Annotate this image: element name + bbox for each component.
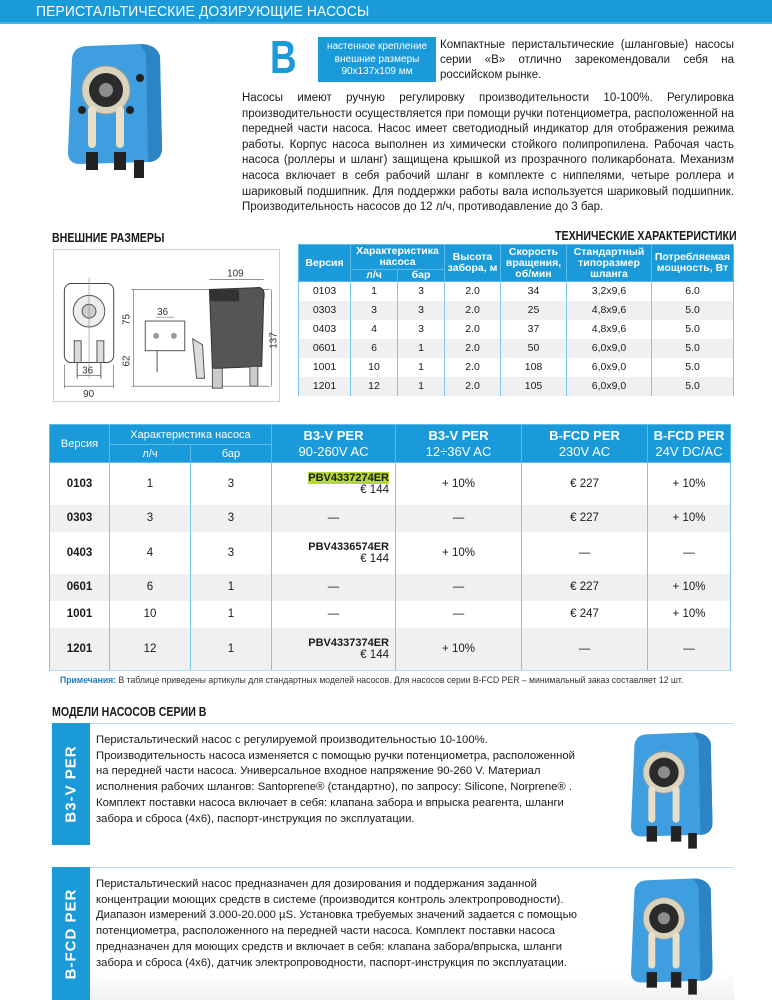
cell-hose: 6,0x9,0 bbox=[567, 358, 652, 377]
cell-bar: 1 bbox=[398, 377, 445, 396]
article-code: PBV4336574ER bbox=[308, 540, 389, 553]
cell-lph: 4 bbox=[110, 532, 191, 574]
model-description bbox=[96, 733, 606, 827]
cell-b3v-12: — bbox=[396, 601, 522, 628]
pump-product-image bbox=[620, 875, 720, 1000]
series-description: Насосы имеют ручную регулировку производительности 10-100%. Регулировка производительности осуществляется при помощи ручки потенциометра, расположенной на передней части насоса. Насос имеет светодиодный индикатор для отображения режима работы. Корпус насоса выполнен из химически стойкого полипропилена. Рабочая часть насоса (роллеры и шланг) защищена крышкой из прозрачного поликарбоната. Механизм насоса включает в себя рабочий шланг в комплекте с ниппелями, четыре роллера и шариковый подшипник. Для поддержки работы вала используется шариковый подшипник. Производительность насосов до 12 л/ч, противодавление до 3 бар. bbox=[242, 92, 734, 214]
cell-hose: 4,8x9,6 bbox=[567, 301, 652, 320]
col-hose: Стандартный типоразмер шланга bbox=[567, 245, 652, 282]
model-card-bfcd bbox=[52, 867, 734, 1000]
cell-version: 0103 bbox=[50, 463, 110, 505]
cell-bar: 3 bbox=[191, 532, 272, 574]
table-row bbox=[299, 358, 734, 377]
col-power: Потребляемая мощность, Вт bbox=[652, 245, 734, 282]
cell-power: 5.0 bbox=[652, 358, 734, 377]
cell-bar: 3 bbox=[398, 320, 445, 339]
cell-b3v-12: — bbox=[396, 574, 522, 601]
cell-bfcd-230: € 227 bbox=[522, 505, 648, 532]
dimension-diagram bbox=[54, 250, 279, 401]
text-line: Перистальтический насос предназначен для дозирования и поддержания заданной bbox=[96, 878, 537, 890]
model-name: B-FCD PER bbox=[549, 427, 620, 443]
model-voltage: 90-260V AC bbox=[298, 443, 369, 459]
table-row bbox=[50, 505, 731, 532]
model-tab-label: B-FCD PER bbox=[62, 888, 80, 979]
note-text: В таблице приведены артикулы для стандартных моделей насосов. Для насосов серии B-FCD PER – минимальный заказ составляет 12 шт. bbox=[116, 675, 684, 685]
cell-bfcd-230: € 227 bbox=[522, 574, 648, 601]
cell-hose: 6,0x9,0 bbox=[567, 377, 652, 396]
article-number bbox=[272, 637, 395, 649]
cell-bar: 1 bbox=[191, 574, 272, 601]
cell-suction: 2.0 bbox=[445, 282, 501, 301]
cell-suction: 2.0 bbox=[445, 339, 501, 358]
price-table bbox=[49, 424, 731, 670]
table-row bbox=[50, 628, 731, 670]
col-lph: л/ч bbox=[351, 270, 398, 282]
model-card-b3v bbox=[52, 723, 734, 845]
cell-bar: 3 bbox=[398, 301, 445, 320]
pump-product-image bbox=[620, 729, 720, 859]
text-line: забора и сброса (4x6), датчик электропроводности, паспорт-инструкция по эксплуатации. bbox=[96, 956, 567, 969]
cell-speed: 50 bbox=[501, 339, 567, 358]
cell-lph: 1 bbox=[110, 463, 191, 505]
col-bar: бар bbox=[398, 270, 445, 282]
col-version: Версия bbox=[299, 245, 351, 282]
cell-speed: 37 bbox=[501, 320, 567, 339]
cell-version: 0601 bbox=[299, 339, 351, 358]
text-line: Комплект поставки насоса включает в себя: клапана забора и впрыска реагента, шланги bbox=[96, 796, 564, 809]
cell-version: 0403 bbox=[50, 532, 110, 574]
price: € 144 bbox=[360, 648, 389, 661]
cell-bfcd-230: — bbox=[522, 532, 648, 574]
table-row bbox=[50, 463, 731, 505]
tech-specs-title: ТЕХНИЧЕСКИЕ ХАРАКТЕРИСТИКИ bbox=[555, 229, 737, 243]
model-name: B-FCD PER bbox=[653, 427, 725, 443]
cell-b3v-12: + 10% bbox=[396, 532, 522, 574]
cell-b3v-12: + 10% bbox=[396, 628, 522, 670]
col-pump-char: Характеристика насоса bbox=[351, 245, 445, 270]
cell-version: 1001 bbox=[299, 358, 351, 377]
series-letter: B bbox=[270, 31, 297, 83]
cell-bar: 1 bbox=[398, 339, 445, 358]
col-suction: Высота забора, м bbox=[445, 245, 501, 282]
cell-version: 0601 bbox=[50, 574, 110, 601]
cell-b3v-230: — bbox=[272, 574, 396, 601]
cell-version: 0303 bbox=[50, 505, 110, 532]
model-name: B3-V PER bbox=[428, 427, 489, 443]
dim-lower: 62 bbox=[121, 355, 133, 367]
cell-speed: 34 bbox=[501, 282, 567, 301]
table-note bbox=[60, 675, 683, 685]
model-voltage: 12÷36V AC bbox=[425, 443, 492, 459]
cell-b3v-230 bbox=[272, 463, 396, 505]
cell-power: 5.0 bbox=[652, 339, 734, 358]
cell-bfcd-230: € 227 bbox=[522, 463, 648, 505]
text-line: на передней части насоса. Универсальное входное напряжение 90-260 V. Материал bbox=[96, 765, 541, 778]
cell-speed: 105 bbox=[501, 377, 567, 396]
dimensions-drawing bbox=[53, 249, 280, 402]
text-line: Производительность насоса изменяется с помощью ручки потенциометра, расположенной bbox=[96, 749, 575, 762]
cell-power: 5.0 bbox=[652, 377, 734, 396]
cell-power: 6.0 bbox=[652, 282, 734, 301]
cell-version: 1201 bbox=[50, 628, 110, 670]
text-line: забора и сброса (4x6), паспорт-инструкция по эксплуатации. bbox=[96, 812, 415, 825]
cell-bfcd-230: — bbox=[522, 628, 648, 670]
table-row bbox=[50, 532, 731, 574]
col-lph: л/ч bbox=[110, 445, 191, 463]
cell-bfcd-24: — bbox=[648, 628, 731, 670]
cell-bfcd-24: — bbox=[648, 532, 731, 574]
cell-b3v-12: — bbox=[396, 505, 522, 532]
table-row bbox=[299, 282, 734, 301]
cell-lph: 3 bbox=[351, 301, 398, 320]
dim-height: 137 bbox=[268, 332, 279, 349]
model-description bbox=[96, 877, 606, 971]
cell-version: 0103 bbox=[299, 282, 351, 301]
cell-version: 0403 bbox=[299, 320, 351, 339]
table-row bbox=[50, 601, 731, 628]
cell-bfcd-24: + 10% bbox=[648, 574, 731, 601]
cell-hose: 6,0x9,0 bbox=[567, 339, 652, 358]
text-line: концентрации моющих средств в системе (производится контроль электропроводности). bbox=[96, 893, 564, 906]
model-tab bbox=[52, 723, 90, 845]
cell-lph: 1 bbox=[351, 282, 398, 301]
col-bar: бар bbox=[191, 445, 272, 463]
cell-suction: 2.0 bbox=[445, 320, 501, 339]
cell-version: 1201 bbox=[299, 377, 351, 396]
cell-b3v-230: — bbox=[272, 601, 396, 628]
cell-bar: 3 bbox=[398, 282, 445, 301]
cell-hose: 4,8x9,6 bbox=[567, 320, 652, 339]
cell-b3v-230 bbox=[272, 532, 396, 574]
cell-bar: 3 bbox=[191, 505, 272, 532]
model-voltage: 230V AC bbox=[558, 443, 611, 459]
cell-b3v-230: — bbox=[272, 505, 396, 532]
text-line: Диапазон измерений 3.000-20.000 µS. Установка требуемых значений задается с помощью bbox=[96, 909, 577, 922]
dim-upper: 75 bbox=[121, 314, 133, 326]
cell-bfcd-24: + 10% bbox=[648, 463, 731, 505]
cell-suction: 2.0 bbox=[445, 358, 501, 377]
model-name: B3-V PER bbox=[303, 427, 364, 443]
cell-bfcd-24: + 10% bbox=[648, 601, 731, 628]
col-model-b3v-230 bbox=[272, 425, 396, 463]
tech-specs-table bbox=[298, 244, 734, 396]
col-speed: Скорость вращения, об/мин bbox=[501, 245, 567, 282]
dim-nozzle-spacing: 36 bbox=[82, 365, 94, 377]
mount-line: внешние размеры bbox=[334, 53, 420, 65]
mount-info-box bbox=[318, 37, 436, 82]
cell-b3v-230 bbox=[272, 628, 396, 670]
cell-lph: 4 bbox=[351, 320, 398, 339]
cell-suction: 2.0 bbox=[445, 301, 501, 320]
model-tab bbox=[52, 867, 90, 1000]
article-number bbox=[272, 541, 395, 553]
cell-speed: 25 bbox=[501, 301, 567, 320]
cell-lph: 6 bbox=[110, 574, 191, 601]
table-row bbox=[299, 301, 734, 320]
pump-product-image bbox=[58, 40, 168, 190]
divider bbox=[90, 867, 734, 868]
cell-lph: 10 bbox=[110, 601, 191, 628]
cell-lph: 12 bbox=[351, 377, 398, 396]
cell-bfcd-24: + 10% bbox=[648, 505, 731, 532]
series-intro: Компактные перистальтические (шланговые) насосы серии «В» отлично зарекомендовали себя на российском рынке. bbox=[440, 39, 734, 81]
col-model-bfcd-230 bbox=[522, 425, 648, 463]
text-line: Перистальтический насос с регулируемой производительностью 10-100%. bbox=[96, 734, 488, 746]
dimensions-title: ВНЕШНИЕ РАЗМЕРЫ bbox=[52, 231, 165, 245]
cell-lph: 3 bbox=[110, 505, 191, 532]
dim-width-front: 90 bbox=[83, 389, 95, 401]
table-row bbox=[50, 574, 731, 601]
table-row bbox=[299, 320, 734, 339]
page-title: ПЕРИСТАЛЬТИЧЕСКИЕ ДОЗИРУЮЩИЕ НАСОСЫ bbox=[36, 3, 370, 20]
cell-speed: 108 bbox=[501, 358, 567, 377]
dim-bracket-spacing: 36 bbox=[157, 307, 169, 319]
text-line: потенциометра, расположенного на передней части насоса. Комплект поставки насоса bbox=[96, 925, 556, 938]
text-line: исполнения рабочих шлангов: Santoprene® (стандартно), по запросу: Silicone, Norprene® . bbox=[96, 781, 572, 794]
cell-bfcd-230: € 247 bbox=[522, 601, 648, 628]
col-model-bfcd-24 bbox=[648, 425, 731, 463]
model-voltage: 24V DC/AC bbox=[655, 443, 723, 459]
cell-suction: 2.0 bbox=[445, 377, 501, 396]
cell-bar: 1 bbox=[191, 601, 272, 628]
col-version: Версия bbox=[50, 425, 110, 463]
model-tab-label: B3-V PER bbox=[62, 745, 80, 823]
cell-power: 5.0 bbox=[652, 301, 734, 320]
cell-bar: 3 bbox=[191, 463, 272, 505]
article-number bbox=[272, 472, 395, 484]
price: € 144 bbox=[360, 483, 389, 496]
divider bbox=[49, 670, 733, 671]
article-code: PBV4337374ER bbox=[308, 636, 389, 649]
cell-lph: 10 bbox=[351, 358, 398, 377]
cell-power: 5.0 bbox=[652, 320, 734, 339]
price: € 144 bbox=[360, 552, 389, 565]
cell-bar: 1 bbox=[191, 628, 272, 670]
divider bbox=[90, 723, 734, 724]
cell-b3v-12: + 10% bbox=[396, 463, 522, 505]
cell-bar: 1 bbox=[398, 358, 445, 377]
mount-line: настенное крепление bbox=[326, 41, 428, 52]
cell-lph: 6 bbox=[351, 339, 398, 358]
dim-depth: 109 bbox=[227, 268, 244, 280]
mount-line: 90x137x109 мм bbox=[341, 66, 413, 77]
col-model-b3v-12 bbox=[396, 425, 522, 463]
note-label: Примечания: bbox=[60, 675, 117, 685]
article-code: PBV4337274ER bbox=[308, 471, 389, 484]
cell-hose: 3,2x9,6 bbox=[567, 282, 652, 301]
table-row bbox=[299, 377, 734, 396]
col-pump-char: Характеристика насоса bbox=[110, 425, 272, 445]
text-line: предназначен для моющих средств и включает в себя: клапана забора/впрыска, шланги bbox=[96, 940, 563, 953]
models-title: МОДЕЛИ НАСОСОВ СЕРИИ В bbox=[52, 705, 207, 719]
cell-version: 0303 bbox=[299, 301, 351, 320]
cell-version: 1001 bbox=[50, 601, 110, 628]
table-row bbox=[299, 339, 734, 358]
header-bar bbox=[0, 0, 772, 24]
cell-lph: 12 bbox=[110, 628, 191, 670]
